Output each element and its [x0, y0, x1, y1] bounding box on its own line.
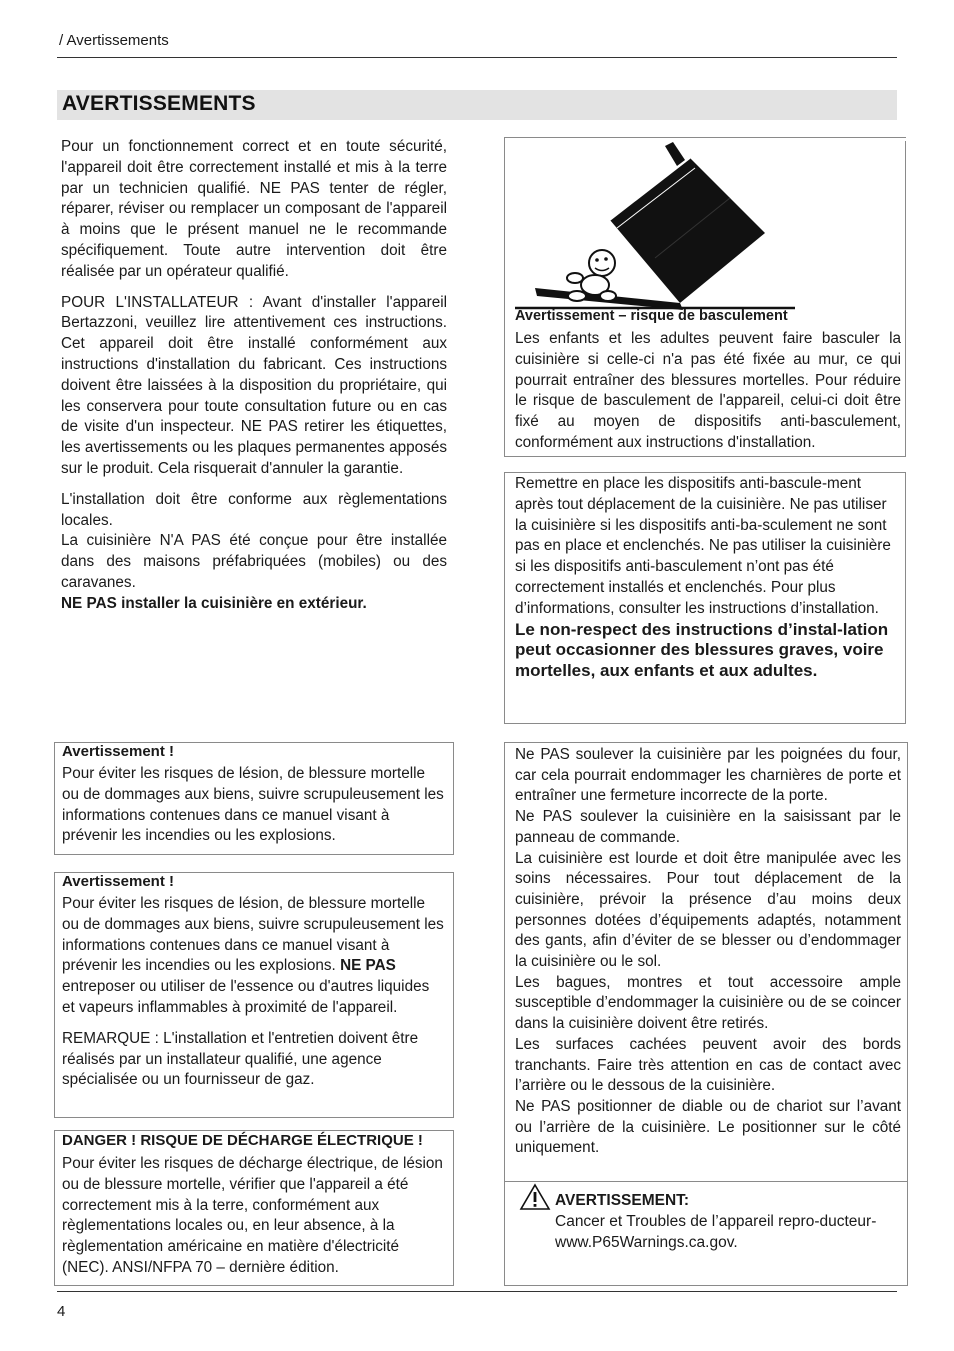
- warning-text-intro: Pour éviter les risques de lésion, de blessure mortelle ou de dommages aux biens, suivre scrupuleusement les informations contenues dans ce manuel visant à prévenir les incendies ou les explosions.: [62, 895, 444, 975]
- anti-tip-emphasis: Le non-respect des instructions d’instal-lation peut occasionner des blessures graves, voire mortelles, aux enfants et aux adultes.: [515, 619, 889, 680]
- danger-text: Pour éviter les risques de décharge électrique, de lésion ou de blessure mortelle, vérifier que l'appareil a été correctement mis à la terre, conformément aux règlementations locales ou, en leur absence, à la règlementation américaine en matière d'électricité (NEC). ANSI/NFPA 70 – dernière édition.: [62, 1155, 443, 1276]
- section-title: AVERTISSEMENTS: [62, 92, 256, 115]
- lifting-handles-text: Ne PAS soulever la cuisinière par les poignées du four, car cela pourrait endommager les charnières de porte et entraîner une fermeture incorrecte de la porte.: [515, 746, 901, 805]
- tip-over-illustration: [505, 138, 907, 328]
- warning-title: Avertissement !: [62, 873, 174, 890]
- header-rule: [57, 57, 897, 58]
- warning-triangle-icon: [519, 1183, 551, 1211]
- prop65-body: [555, 1212, 900, 1253]
- prop65-text: Cancer et Troubles de l’appareil repro-ducteur-: [555, 1213, 877, 1230]
- intro-text: [61, 137, 447, 615]
- breadcrumb: / Avertissements: [59, 32, 169, 49]
- page-number: 4: [57, 1303, 66, 1320]
- danger-box-electric: [54, 1130, 454, 1286]
- warning-text-emphasis: NE PAS: [340, 957, 396, 975]
- lifting-heavy-text: La cuisinière est lourde et doit être manipulée avec les soins nécessaires. Pour tout déplacement de la cuisinière, prévoir la présence d’au moins deux personnes dotées d’équipements adaptés, notamment des gants, afin d’éviter de se blesser ou d’endommager la cuisinière ou le sol.: [515, 849, 901, 971]
- warning-box-flammables: [54, 872, 454, 1118]
- lifting-sharp-edges-text: Les surfaces cachées peuvent avoir des bords tranchants. Faire très attention en cas de contact avec l’arrière ou le dessous de la cuisinière.: [515, 1035, 901, 1095]
- tip-over-text-wrap: [515, 329, 901, 454]
- intro-paragraph-regulations: L'installation doit être conforme aux règlementations locales.: [61, 490, 447, 529]
- warning-text: [62, 894, 446, 1019]
- prop65-divider: [505, 1181, 907, 1182]
- anti-tip-text: Remettre en place les dispositifs anti-bascule-ment après tout déplacement de la cuisinière. Ne pas utiliser la cuisinière si les dispositifs anti-ba-sculement ne sont pas en place et enclenchés. Ne pas utiliser la cuisinière si les dispositifs anti-basculement n’ont pas été correctement installés et enclenchés. Pour plus d’informations, consulter les instructions d’installation.: [515, 475, 891, 617]
- tip-over-text: Les enfants et les adultes peuvent faire basculer la cuisinière si celle-ci n'a pas été fixée au mur, ce qui pourrait entraîner des blessures mortelles. Pour réduire le risque de basculement de l'appareil, celui-ci doit être fixé au moyen de dispositifs anti-basculement, conformément aux instructions d'installation.: [515, 330, 901, 451]
- warning-text: Pour éviter les risques de lésion, de blessure mortelle ou de dommages aux biens, suivre scrupuleusement les informations contenues dans ce manuel visant à prévenir les incendies ou les explosions.: [62, 765, 444, 845]
- lifting-jewelry-text: Les bagues, montres et tout accessoire ample susceptible d’endommager la cuisinière ou de se coincer dans la cuisinière doivent être retirés.: [515, 973, 901, 1033]
- anti-tip-box: [504, 472, 906, 724]
- intro-paragraph-installer: POUR L'INSTALLATEUR : Avant d'installer l'appareil Bertazzoni, veuillez lire attentivement ces instructions. Cet appareil doit être installé conformément aux instructions d'installation du fabricant. Ces instructions doivent être laissées à la disposition du propriétaire, qui les conservera pour toute consultation future ou en cas de visite d'un inspecteur. NE PAS retirer les étiquettes, les avertissements ou les plaques permanentes apposés sur le produit. Cela risquerait d'annuler la garantie.: [61, 293, 447, 477]
- prop65-link: www.P65Warnings.ca.gov.: [555, 1233, 738, 1251]
- intro-paragraph-qualified: Pour un fonctionnement correct et en toute sécurité, l'appareil doit être correctement installé et mis à la terre par un technicien qualifié. NE PAS tenter de régler, réparer, réviser ou remplacer un composant de l'appareil à moins que le présent manuel ne le recommande spécifiquement. Toute autre intervention doit être réalisée par un opérateur qualifié.: [61, 138, 447, 280]
- intro-paragraph-mobile-homes: La cuisinière N'A PAS été conçue pour être installée dans des maisons préfabriquées (mobiles) ou des caravanes.: [61, 532, 447, 591]
- warning-box-fire: [54, 742, 454, 855]
- warning-text-rest: entreposer ou utiliser de l'essence ou d'autres liquides et vapeurs inflammables à proximité de l'appareil.: [62, 978, 430, 1016]
- lifting-control-panel-text: Ne PAS soulever la cuisinière en la saisissant par le panneau de commande.: [515, 808, 901, 846]
- intro-paragraph-outdoor: NE PAS installer la cuisinière en extérieur.: [61, 594, 367, 612]
- tip-over-caption: Avertissement – risque de basculement: [515, 308, 788, 324]
- warning-title: Avertissement !: [62, 743, 174, 760]
- lifting-dolly-text: Ne PAS positionner de diable ou de chariot sur l’avant ou l’arrière de la cuisinière. Le positionner sur le côté uniquement.: [515, 1097, 901, 1157]
- footer-rule: [57, 1291, 897, 1292]
- installation-note: REMARQUE : L'installation et l'entretien doivent être réalisés par un installateur qualifié, une agence spécialisée ou un fournisseur de gaz.: [62, 1029, 419, 1089]
- danger-title: DANGER ! RISQUE DE DÉCHARGE ÉLECTRIQUE !: [62, 1132, 423, 1149]
- prop65-title: AVERTISSEMENT:: [555, 1192, 690, 1209]
